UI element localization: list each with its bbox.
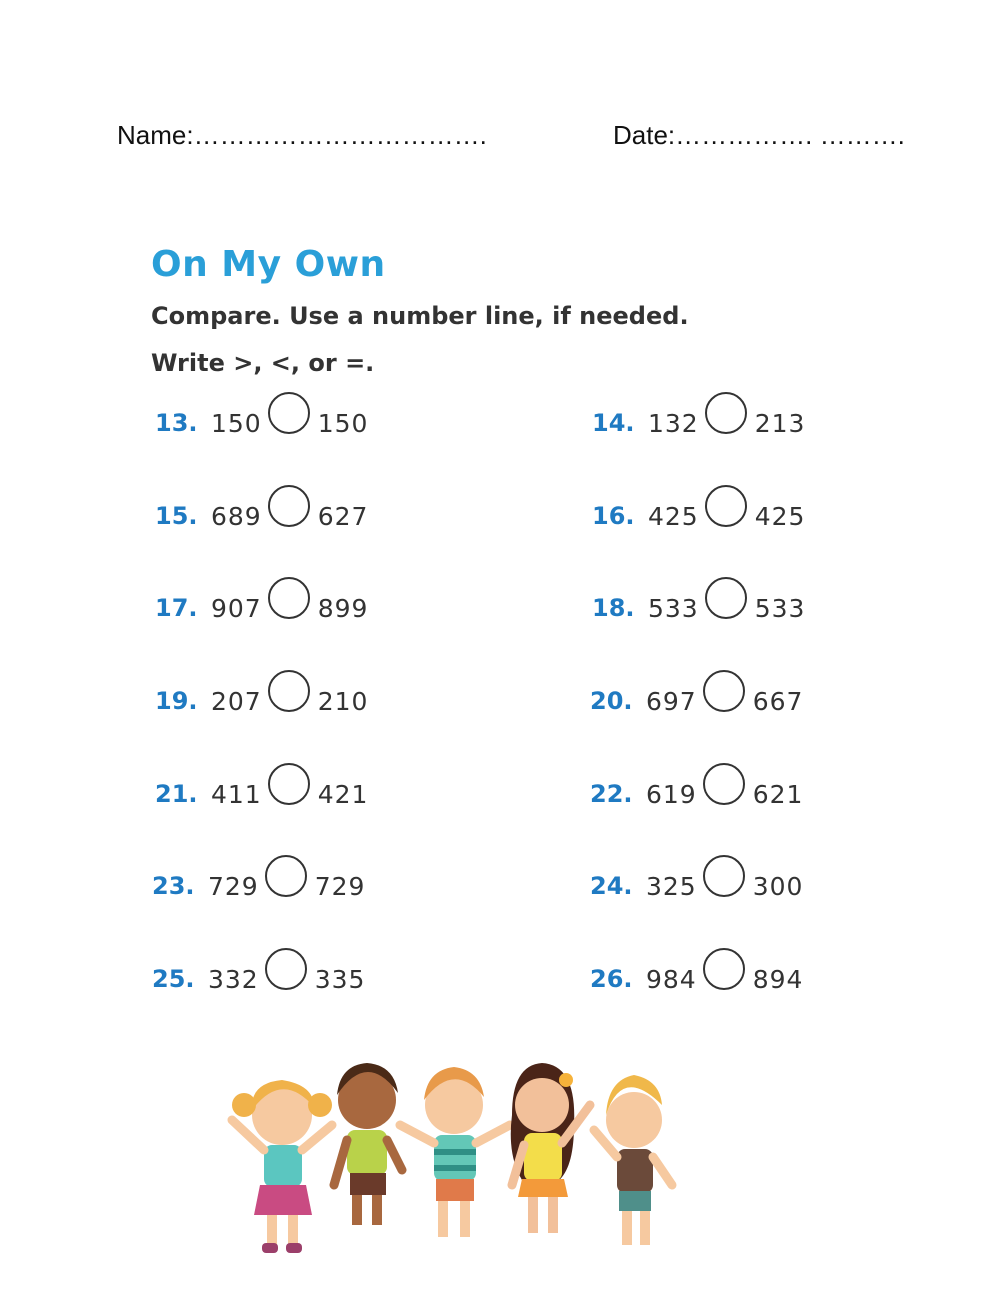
right-value: 899 (317, 593, 369, 623)
problem-20 (590, 678, 803, 724)
left-value: 150 (211, 408, 262, 438)
right-value: 533 (754, 593, 806, 623)
name-field[interactable]: Name:……………………………. (117, 120, 487, 150)
problem-number: 21. (155, 780, 198, 808)
left-value: 207 (211, 686, 262, 716)
problem-number: 26. (590, 965, 633, 993)
answer-circle[interactable] (268, 577, 310, 619)
answer-circle[interactable] (265, 948, 307, 990)
right-value: 894 (752, 964, 804, 994)
right-value: 667 (752, 686, 804, 716)
right-value: 729 (314, 871, 366, 901)
answer-circle[interactable] (703, 948, 745, 990)
problem-16 (592, 493, 805, 539)
left-value: 619 (646, 779, 697, 809)
children-illustration (222, 1045, 692, 1275)
answer-circle[interactable] (265, 855, 307, 897)
problem-number: 25. (152, 965, 195, 993)
right-value: 150 (317, 408, 369, 438)
answer-circle[interactable] (268, 763, 310, 805)
problem-19 (155, 678, 368, 724)
date-field[interactable]: Date:……………. ………. (613, 120, 905, 150)
left-value: 411 (211, 779, 262, 809)
problem-number: 23. (152, 872, 195, 900)
problem-24 (590, 863, 803, 909)
right-value: 335 (314, 964, 366, 994)
problem-number: 15. (155, 502, 198, 530)
left-value: 332 (208, 964, 259, 994)
problem-13 (155, 400, 368, 446)
answer-circle[interactable] (705, 577, 747, 619)
boy-curly-figure (334, 1063, 402, 1225)
right-value: 621 (752, 779, 804, 809)
right-value: 210 (317, 686, 369, 716)
problem-17 (155, 585, 368, 631)
left-value: 325 (646, 871, 697, 901)
problem-23 (152, 863, 365, 909)
answer-circle[interactable] (705, 485, 747, 527)
boy-blonde-figure (594, 1075, 672, 1245)
problem-15 (155, 493, 368, 539)
right-value: 627 (317, 501, 369, 531)
answer-circle[interactable] (705, 392, 747, 434)
problem-number: 18. (592, 594, 635, 622)
left-value: 907 (211, 593, 262, 623)
left-value: 425 (648, 501, 699, 531)
problem-25 (152, 956, 365, 1002)
answer-circle[interactable] (268, 392, 310, 434)
left-value: 729 (208, 871, 259, 901)
problem-number: 20. (590, 687, 633, 715)
right-value: 300 (752, 871, 804, 901)
problem-14 (592, 400, 805, 446)
problem-number: 19. (155, 687, 198, 715)
boy-striped-figure (400, 1067, 510, 1237)
section-title: On My Own (151, 244, 386, 285)
right-value: 421 (317, 779, 369, 809)
right-value: 213 (754, 408, 806, 438)
problem-number: 14. (592, 409, 635, 437)
answer-circle[interactable] (268, 485, 310, 527)
left-value: 689 (211, 501, 262, 531)
problem-number: 17. (155, 594, 198, 622)
left-value: 984 (646, 964, 697, 994)
problem-number: 13. (155, 409, 198, 437)
left-value: 697 (646, 686, 697, 716)
instruction-line-2: Write >, <, or =. (151, 349, 375, 377)
problem-number: 16. (592, 502, 635, 530)
problem-18 (592, 585, 805, 631)
girl-blonde-figure (232, 1080, 332, 1253)
left-value: 132 (648, 408, 699, 438)
problem-22 (590, 771, 803, 817)
left-value: 533 (648, 593, 699, 623)
girl-darkhair-figure (511, 1063, 590, 1233)
answer-circle[interactable] (703, 855, 745, 897)
answer-circle[interactable] (703, 670, 745, 712)
answer-circle[interactable] (703, 763, 745, 805)
problem-number: 22. (590, 780, 633, 808)
instruction-line-1: Compare. Use a number line, if needed. (151, 302, 689, 330)
answer-circle[interactable] (268, 670, 310, 712)
right-value: 425 (754, 501, 806, 531)
problem-21 (155, 771, 368, 817)
problem-26 (590, 956, 803, 1002)
problem-number: 24. (590, 872, 633, 900)
